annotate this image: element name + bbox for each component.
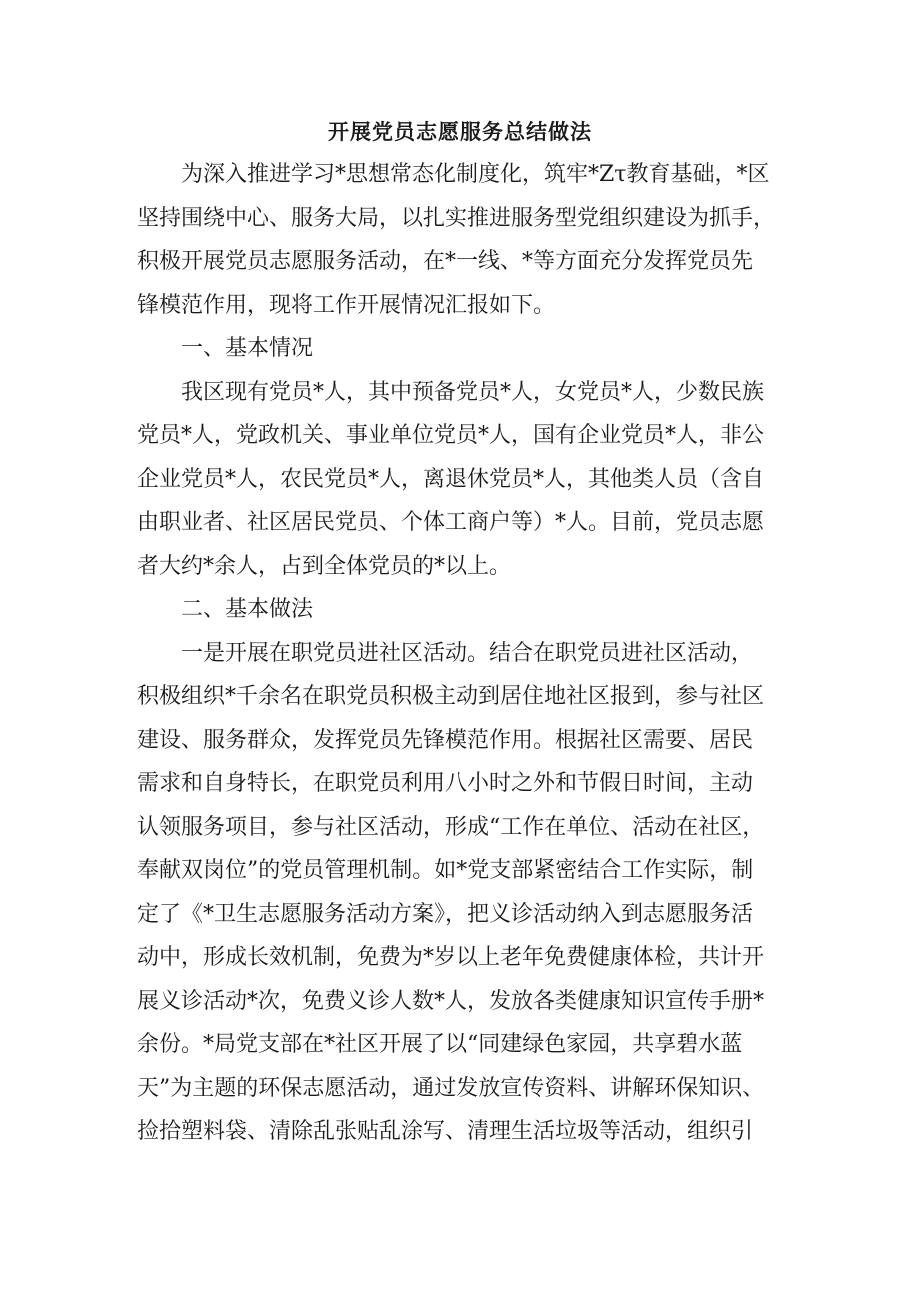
text-line: 为深入推进学习*思想常态化制度化，筑牢*Zτ教育基础，*区: [181, 162, 770, 187]
text-line: 认领服务项目，参与社区活动，形成“工作在单位、活动在社区，: [137, 814, 765, 840]
text-line: 余份。*局党支部在*社区开展了以“同建绿色家园，共享碧水蓝: [137, 1032, 743, 1057]
text-line: 由职业者、社区居民党员、个体工商户等）*人。目前，党员志愿: [137, 510, 765, 535]
text-line: 展义诊活动*次，免费义诊人数*人，发放各类健康知识宣传手册*: [137, 988, 765, 1014]
text-line: 党员*人，党政机关、事业单位党员*人，国有企业党员*人，非公: [137, 423, 765, 448]
document-title: 开展党员志愿服务总结做法: [328, 120, 592, 144]
document-body: [137, 153, 787, 1154]
text-line: 天”为主题的环保志愿活动，通过发放宣传资料、讲解环保知识、: [137, 1075, 765, 1101]
text-line: 捡拾塑料袋、清除乱张贴乱涂写、清理生活垃圾等活动，组织引: [137, 1119, 754, 1144]
text-line: 一是开展在职党员进社区活动。结合在职党员进社区活动，: [181, 640, 754, 666]
text-line: 动中，形成长效机制，免费为*岁以上老年免费健康体检，共计开: [137, 945, 765, 970]
text-line: 锋模范作用，现将工作开展情况汇报如下。: [137, 292, 556, 318]
text-line: 需求和自身特长，在职党员利用八小时之外和节假日时间，主动: [137, 771, 754, 796]
text-line: 我区现有党员*人，其中预备党员*人，女党员*人，少数民族: [181, 379, 765, 405]
text-line: 二、基本做法: [181, 597, 314, 622]
text-line: 坚持围绕中心、服务大局，以扎实推进服务型党组织建设为抓手，: [137, 205, 776, 231]
text-line: 积极开展党员志愿服务活动，在*一线、*等方面充分发挥党员先: [137, 249, 754, 274]
text-line: 企业党员*人，农民党员*人，离退休党员*人，其他类人员（含自: [137, 466, 765, 492]
text-line: 奉献双岗位”的党员管理机制。如*党支部紧密结合工作实际，制: [137, 858, 754, 883]
text-line: 建设、服务群众，发挥党员先锋模范作用。根据社区需要、居民: [137, 727, 754, 753]
text-line: 积极组织*千余名在职党员积极主动到居住地社区报到，参与社区: [137, 684, 765, 709]
text-line: 定了《*卫生志愿服务活动方案》，把义诊活动纳入到志愿服务活: [137, 901, 754, 927]
text-line: 一、基本情况: [181, 336, 314, 361]
text-line: 者大约*余人，占到全体党员的*以上。: [137, 553, 512, 579]
